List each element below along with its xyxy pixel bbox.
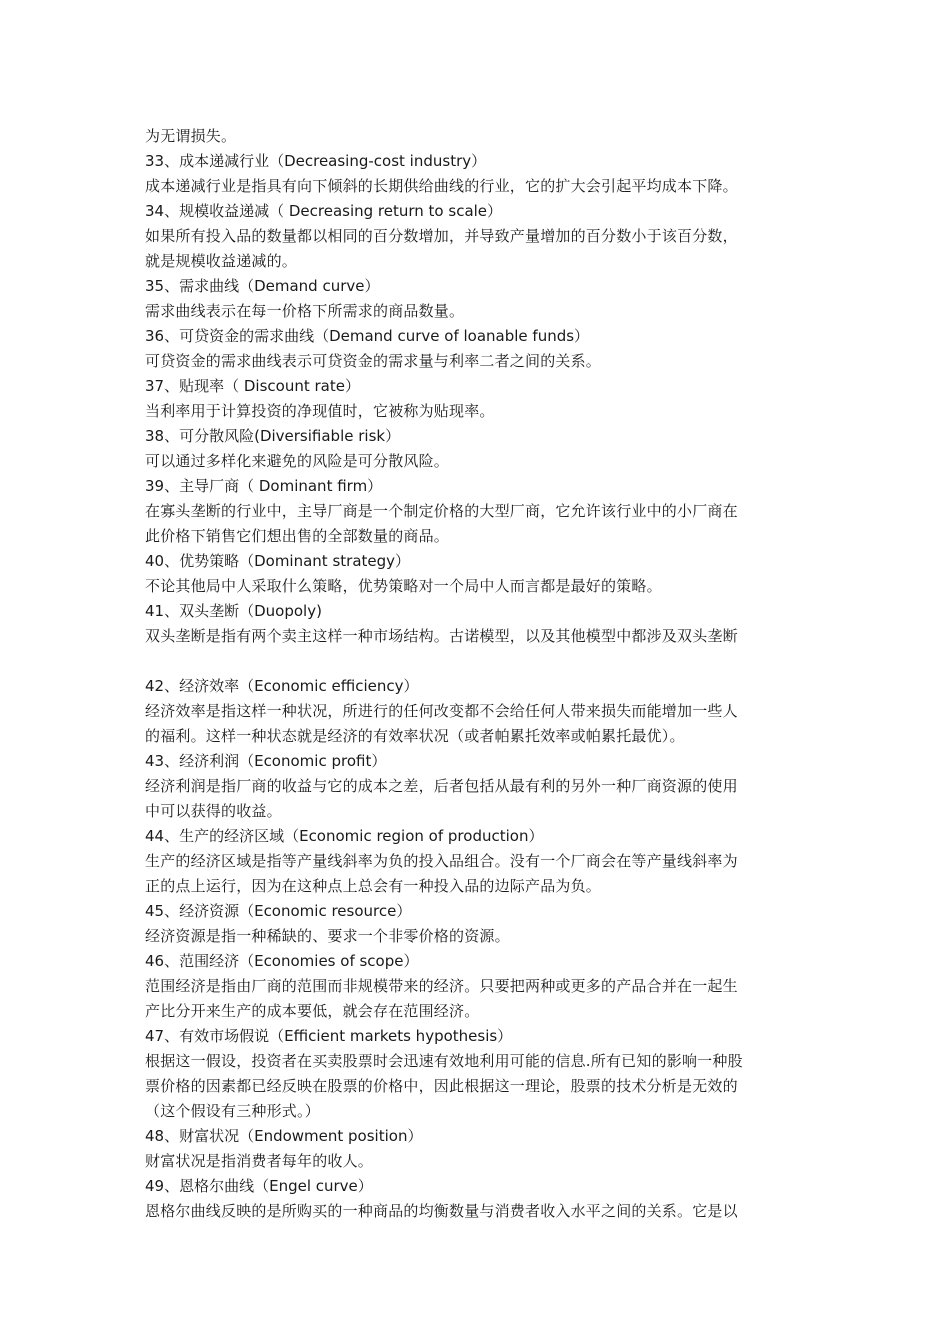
term-heading: 39、主导厂商（ Dominant firm） [145,477,383,495]
term-heading: 36、可贷资金的需求曲线（Demand curve of loanable funds） [145,327,590,345]
definition-text: 就是规模收益递减的。 [145,252,298,270]
term-heading: 42、经济效率（Economic efficiency） [145,677,419,695]
definition-text: 如果所有投入品的数量都以相同的百分数增加，并导致产量增加的百分数小于该百分数， [145,227,738,245]
term-heading: 37、贴现率（ Discount rate） [145,377,360,395]
definition-text: 双头垄断是指有两个卖主这样一种市场结构。古诺模型，以及其他模型中都涉及双头垄断 [145,627,738,645]
term-heading: 45、经济资源（Economic resource） [145,902,412,920]
definition-text: 可贷资金的需求曲线表示可贷资金的需求量与利率二者之间的关系。 [145,352,602,370]
definition-text: 产比分开来生产的成本要低，就会存在范围经济。 [145,1002,480,1020]
definition-text: 经济利润是指厂商的收益与它的成本之差，后者包括从最有利的另外一种厂商资源的使用 [145,777,738,795]
term-heading: 46、范围经济（Economies of scope） [145,952,419,970]
definition-text: 可以通过多样化来避免的风险是可分散风险。 [145,452,450,470]
definition-text: 财富状况是指消费者每年的收人。 [145,1152,374,1170]
definition-text: 不论其他局中人采取什么策略，优势策略对一个局中人而言都是最好的策略。 [145,577,662,595]
definition-text: 经济效率是指这样一种状况，所进行的任何改变都不会给任何人带来损失而能增加一些人 [145,702,738,720]
term-heading: 47、有效市场假说（Efficient markets hypothesis） [145,1027,513,1045]
term-heading: 43、经济利润（Economic profit） [145,752,387,770]
blank-line [145,649,810,674]
definition-text: 正的点上运行，因为在这种点上总会有一种投入品的边际产品为负。 [145,877,602,895]
definition-text: 生产的经济区域是指等产量线斜率为负的投入品组合。没有一个厂商会在等产量线斜率为 [145,852,738,870]
term-heading: 48、财富状况（Endowment position） [145,1127,423,1145]
definition-text: 根据这一假设，投资者在买卖股票时会迅速有效地利用可能的信息.所有已知的影响一种股 [145,1052,743,1070]
term-heading: 35、需求曲线（Demand curve） [145,277,380,295]
definition-text: 经济资源是指一种稀缺的、要求一个非零价格的资源。 [145,927,510,945]
definition-text: 成本递减行业是指具有向下倾斜的长期供给曲线的行业，它的扩大会引起平均成本下降。 [145,177,738,195]
term-heading: 38、可分散风险(Diversifiable risk） [145,427,401,445]
definition-text: 票价格的因素都已经反映在股票的价格中，因此根据这一理论，股票的技术分析是无效的 [145,1077,738,1095]
term-heading: 34、规模收益递减（ Decreasing return to scale） [145,202,503,220]
definition-text: 恩格尔曲线反映的是所购买的一种商品的均衡数量与消费者收入水平之间的关系。它是以 [145,1202,738,1220]
definition-text: 为无谓损失。 [145,127,237,145]
term-heading: 49、恩格尔曲线（Engel curve） [145,1177,373,1195]
definition-text: 当利率用于计算投资的净现值时，它被称为贴现率。 [145,402,495,420]
definition-text: 的福利。这样一种状态就是经济的有效率状况（或者帕累托效率或帕累托最优）。 [145,727,685,745]
definition-text: 中可以获得的收益。 [145,802,282,820]
definition-text: （这个假设有三种形式。） [145,1102,320,1120]
term-heading: 41、双头垄断（Duopoly) [145,602,322,620]
definition-text: 在寡头垄断的行业中，主导厂商是一个制定价格的大型厂商，它允许该行业中的小厂商在 [145,502,738,520]
term-heading: 40、优势策略（Dominant strategy） [145,552,411,570]
term-heading: 44、生产的经济区域（Economic region of production） [145,827,544,845]
document-body [145,124,810,1224]
definition-text: 范围经济是指由厂商的范围而非规模带来的经济。只要把两种或更多的产品合并在一起生 [145,977,738,995]
term-heading: 33、成本递减行业（Decreasing-cost industry） [145,152,487,170]
definition-text: 此价格下销售它们想出售的全部数量的商品。 [145,527,450,545]
definition-text: 需求曲线表示在每一价格下所需求的商品数量。 [145,302,465,320]
